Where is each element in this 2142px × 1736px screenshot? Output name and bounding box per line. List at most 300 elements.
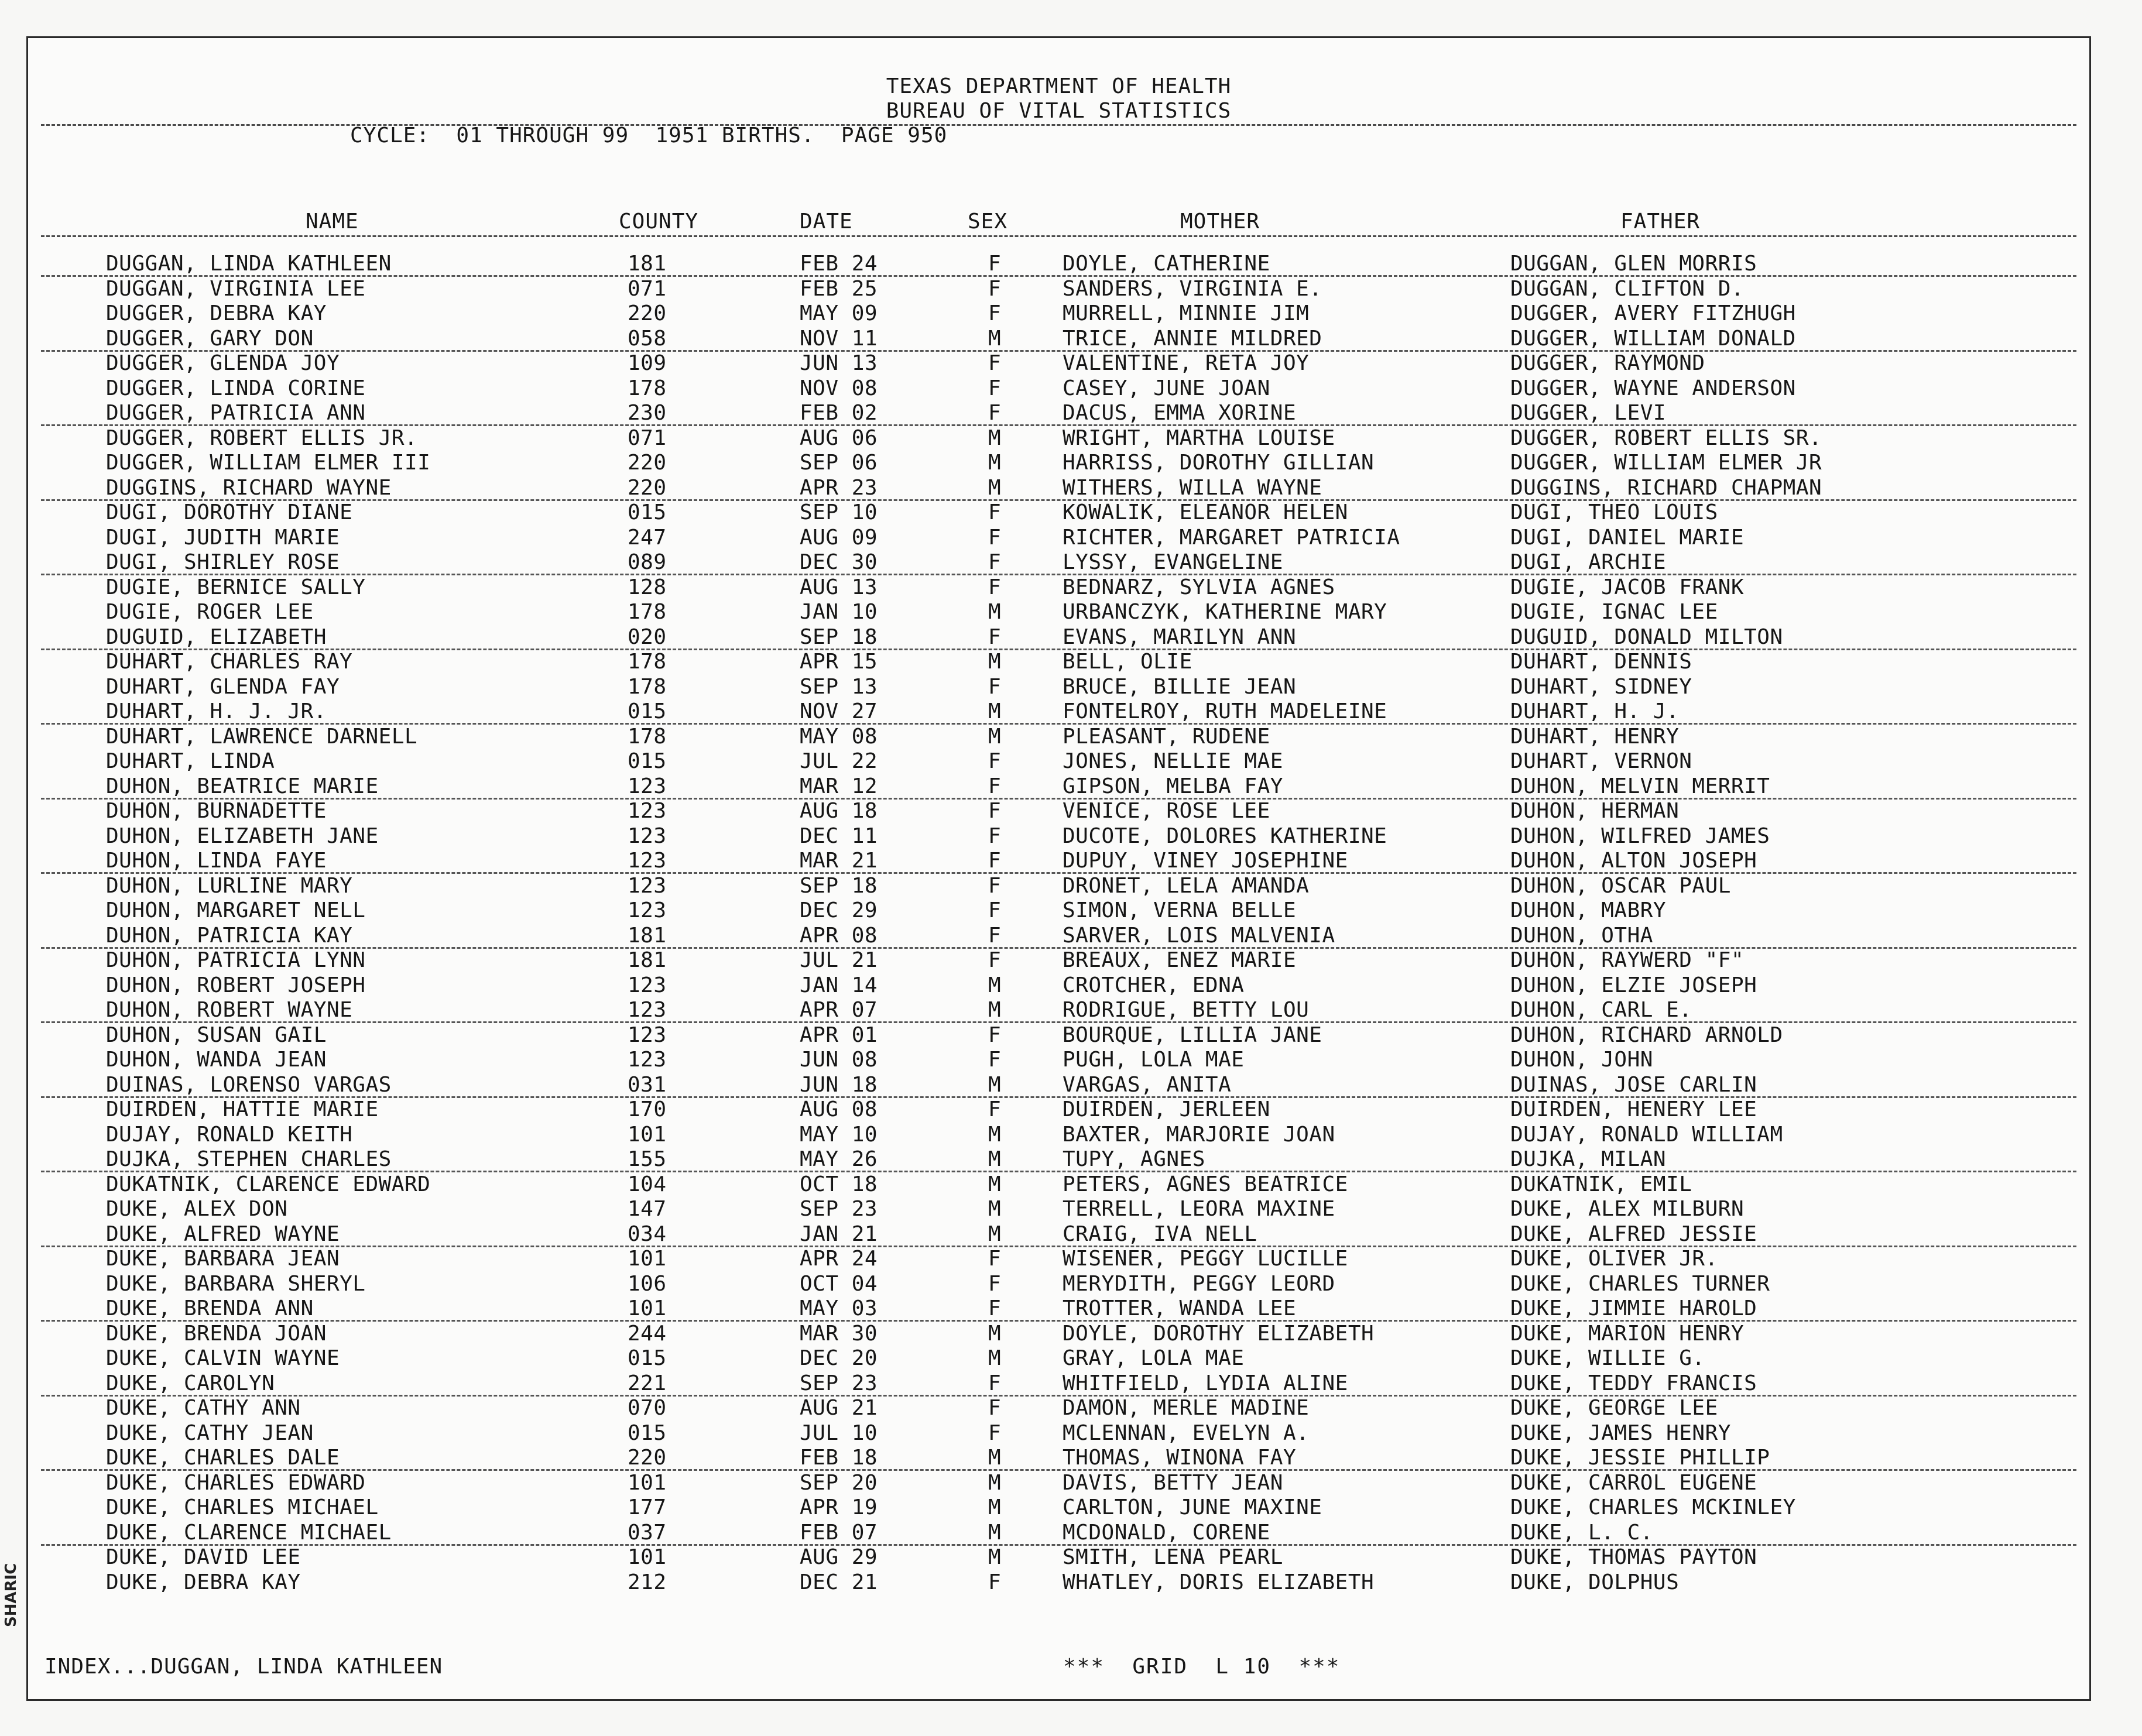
cell-date: AUG 09 bbox=[800, 525, 878, 550]
table-row bbox=[28, 699, 2089, 725]
cell-sex: F bbox=[988, 1247, 1002, 1271]
cell-sex: F bbox=[988, 1048, 1002, 1072]
cell-sex: M bbox=[988, 1222, 1002, 1246]
cell-date: DEC 21 bbox=[800, 1570, 878, 1594]
table-row bbox=[28, 500, 2089, 526]
cell-father: DUGGAN, CLIFTON D. bbox=[1510, 276, 1745, 301]
cell-sex: M bbox=[988, 1520, 1002, 1545]
cell-county: 178 bbox=[628, 376, 667, 400]
cell-sex: F bbox=[988, 351, 1002, 375]
cell-father: DUHON, WILFRED JAMES bbox=[1510, 824, 1770, 848]
cell-name: DUJAY, RONALD KEITH bbox=[106, 1122, 353, 1147]
cell-father: DUHART, VERNON bbox=[1510, 749, 1692, 773]
cell-name: DUJKA, STEPHEN CHARLES bbox=[106, 1147, 392, 1171]
cell-mother: MCDONALD, CORENE bbox=[1063, 1520, 1270, 1545]
cell-name: DUHART, CHARLES RAY bbox=[106, 650, 353, 674]
cell-name: DUKE, CATHY JEAN bbox=[106, 1421, 314, 1445]
cell-county: 220 bbox=[628, 301, 667, 325]
cell-name: DUKE, BARBARA SHERYL bbox=[106, 1271, 366, 1296]
cell-county: 015 bbox=[628, 1421, 667, 1445]
cell-name: DUGUID, ELIZABETH bbox=[106, 625, 327, 649]
cell-mother: DUCOTE, DOLORES KATHERINE bbox=[1063, 824, 1387, 848]
cell-sex: M bbox=[988, 724, 1002, 749]
cell-mother: PUGH, LOLA MAE bbox=[1063, 1048, 1245, 1072]
table-row bbox=[28, 376, 2089, 402]
cell-county: 020 bbox=[628, 625, 667, 649]
department-title: TEXAS DEPARTMENT OF HEALTH bbox=[886, 74, 1232, 98]
cell-name: DUIRDEN, HATTIE MARIE bbox=[106, 1097, 379, 1121]
cell-date: JUL 22 bbox=[800, 749, 878, 773]
cell-name: DUGGER, PATRICIA ANN bbox=[106, 401, 366, 425]
table-row bbox=[28, 401, 2089, 426]
cell-father: DUHART, DENNIS bbox=[1510, 650, 1692, 674]
cell-county: 071 bbox=[628, 426, 667, 450]
table-row bbox=[28, 1073, 2089, 1098]
table-row bbox=[28, 1545, 2089, 1570]
cell-county: 101 bbox=[628, 1470, 667, 1495]
table-row bbox=[28, 550, 2089, 575]
cell-county: 015 bbox=[628, 500, 667, 524]
cell-father: DUGGINS, RICHARD CHAPMAN bbox=[1510, 475, 1822, 500]
cell-date: MAY 03 bbox=[800, 1296, 878, 1320]
cell-county: 101 bbox=[628, 1296, 667, 1320]
cell-sex: M bbox=[988, 600, 1002, 624]
cell-county: 123 bbox=[628, 973, 667, 997]
table-row bbox=[28, 1197, 2089, 1222]
cell-name: DUKE, CALVIN WAYNE bbox=[106, 1346, 340, 1370]
cell-father: DUHON, ALTON JOSEPH bbox=[1510, 849, 1757, 873]
cell-county: 212 bbox=[628, 1570, 667, 1594]
cell-mother: DUIRDEN, JERLEEN bbox=[1063, 1097, 1270, 1121]
table-row bbox=[28, 725, 2089, 750]
cell-mother: EVANS, MARILYN ANN bbox=[1063, 625, 1297, 649]
cell-father: DUHON, HERMAN bbox=[1510, 799, 1680, 823]
cell-name: DUKE, CHARLES MICHAEL bbox=[106, 1495, 379, 1519]
cell-date: MAY 10 bbox=[800, 1122, 878, 1147]
cell-county: 220 bbox=[628, 1446, 667, 1470]
cell-father: DUKE, ALFRED JESSIE bbox=[1510, 1222, 1757, 1246]
cell-mother: DUPUY, VINEY JOSEPHINE bbox=[1063, 849, 1348, 873]
cell-date: FEB 18 bbox=[800, 1446, 878, 1470]
cell-county: 015 bbox=[628, 699, 667, 723]
cell-county: 101 bbox=[628, 1247, 667, 1271]
cell-county: 015 bbox=[628, 1346, 667, 1370]
cell-mother: SMITH, LENA PEARL bbox=[1063, 1545, 1283, 1569]
cell-father: DUKE, JESSIE PHILLIP bbox=[1510, 1446, 1770, 1470]
table-row bbox=[28, 898, 2089, 924]
table-row bbox=[28, 824, 2089, 849]
table-row bbox=[28, 675, 2089, 700]
cell-date: JUN 18 bbox=[800, 1072, 878, 1097]
cell-sex: M bbox=[988, 1147, 1002, 1171]
cell-name: DUHON, PATRICIA LYNN bbox=[106, 948, 366, 972]
cell-county: 178 bbox=[628, 724, 667, 749]
cell-sex: F bbox=[988, 1371, 1002, 1395]
cell-county: 104 bbox=[628, 1172, 667, 1196]
table-row bbox=[28, 252, 2089, 277]
table-row bbox=[28, 426, 2089, 451]
cell-mother: CRAIG, IVA NELL bbox=[1063, 1222, 1257, 1246]
cell-mother: BRUCE, BILLIE JEAN bbox=[1063, 674, 1297, 699]
cell-county: 178 bbox=[628, 650, 667, 674]
cell-name: DUHON, BEATRICE MARIE bbox=[106, 774, 379, 798]
cell-date: JAN 10 bbox=[800, 600, 878, 624]
cell-county: 123 bbox=[628, 774, 667, 798]
cell-father: DUGIE, IGNAC LEE bbox=[1510, 600, 1718, 624]
cell-date: NOV 08 bbox=[800, 376, 878, 400]
cell-county: 109 bbox=[628, 351, 667, 375]
cell-mother: CASEY, JUNE JOAN bbox=[1063, 376, 1270, 400]
cell-county: 181 bbox=[628, 252, 667, 276]
cell-name: DUKE, CATHY ANN bbox=[106, 1396, 301, 1420]
cell-father: DUKE, JIMMIE HAROLD bbox=[1510, 1296, 1757, 1320]
cell-sex: F bbox=[988, 376, 1002, 400]
cell-name: DUGGER, GARY DON bbox=[106, 326, 314, 351]
cell-sex: F bbox=[988, 674, 1002, 699]
cell-father: DUGGER, LEVI bbox=[1510, 401, 1667, 425]
table-row bbox=[28, 1247, 2089, 1272]
cell-date: MAR 30 bbox=[800, 1321, 878, 1346]
cell-sex: M bbox=[988, 326, 1002, 351]
cell-county: 123 bbox=[628, 1023, 667, 1047]
cell-father: DUGUID, DONALD MILTON bbox=[1510, 625, 1783, 649]
cell-name: DUGGAN, VIRGINIA LEE bbox=[106, 276, 366, 301]
cell-name: DUKE, CAROLYN bbox=[106, 1371, 275, 1395]
cell-father: DUHON, OTHA bbox=[1510, 923, 1653, 948]
cell-father: DUGGER, AVERY FITZHUGH bbox=[1510, 301, 1796, 325]
cell-father: DUKE, CHARLES TURNER bbox=[1510, 1271, 1770, 1296]
cell-mother: CROTCHER, EDNA bbox=[1063, 973, 1245, 997]
cell-date: AUG 29 bbox=[800, 1545, 878, 1569]
cell-mother: BOURQUE, LILLIA JANE bbox=[1063, 1023, 1322, 1047]
cell-mother: GIPSON, MELBA FAY bbox=[1063, 774, 1283, 798]
cell-county: 178 bbox=[628, 600, 667, 624]
cell-name: DUINAS, LORENSO VARGAS bbox=[106, 1072, 392, 1097]
cell-date: MAR 21 bbox=[800, 849, 878, 873]
cell-date: APR 24 bbox=[800, 1247, 878, 1271]
cell-county: 070 bbox=[628, 1396, 667, 1420]
table-row bbox=[28, 1446, 2089, 1471]
table-row bbox=[28, 1097, 2089, 1123]
table-row bbox=[28, 1570, 2089, 1596]
cell-county: 221 bbox=[628, 1371, 667, 1395]
table-row bbox=[28, 799, 2089, 824]
cell-date: DEC 29 bbox=[800, 898, 878, 922]
cell-mother: WHATLEY, DORIS ELIZABETH bbox=[1063, 1570, 1375, 1594]
cell-sex: M bbox=[988, 475, 1002, 500]
table-row bbox=[28, 774, 2089, 800]
cell-county: 071 bbox=[628, 276, 667, 301]
table-row bbox=[28, 1421, 2089, 1446]
cell-father: DUHON, OSCAR PAUL bbox=[1510, 873, 1731, 898]
birth-records-list bbox=[28, 252, 2089, 1595]
cell-county: 178 bbox=[628, 674, 667, 699]
cell-father: DUKE, DOLPHUS bbox=[1510, 1570, 1680, 1594]
cell-father: DUHON, RICHARD ARNOLD bbox=[1510, 1023, 1783, 1047]
table-row bbox=[28, 1322, 2089, 1347]
cell-name: DUHART, LAWRENCE DARNELL bbox=[106, 724, 418, 749]
cell-name: DUHON, SUSAN GAIL bbox=[106, 1023, 327, 1047]
cell-mother: DAVIS, BETTY JEAN bbox=[1063, 1470, 1283, 1495]
table-row bbox=[28, 301, 2089, 327]
cell-date: SEP 06 bbox=[800, 451, 878, 475]
cell-mother: THOMAS, WINONA FAY bbox=[1063, 1446, 1297, 1470]
cell-father: DUKE, ALEX MILBURN bbox=[1510, 1197, 1745, 1221]
cell-name: DUKATNIK, CLARENCE EDWARD bbox=[106, 1172, 431, 1196]
table-row bbox=[28, 1172, 2089, 1198]
cell-date: SEP 23 bbox=[800, 1371, 878, 1395]
cell-name: DUHON, PATRICIA KAY bbox=[106, 923, 353, 948]
column-header-county: COUNTY bbox=[619, 210, 699, 234]
cell-name: DUKE, BRENDA JOAN bbox=[106, 1321, 327, 1346]
cell-name: DUHON, LURLINE MARY bbox=[106, 873, 353, 898]
cell-father: DUKE, THOMAS PAYTON bbox=[1510, 1545, 1757, 1569]
cell-father: DUGGER, ROBERT ELLIS SR. bbox=[1510, 426, 1822, 450]
cell-sex: M bbox=[988, 998, 1002, 1022]
cell-mother: DAMON, MERLE MADINE bbox=[1063, 1396, 1310, 1420]
cell-name: DUGGAN, LINDA KATHLEEN bbox=[106, 252, 392, 276]
cell-father: DUHON, MABRY bbox=[1510, 898, 1667, 922]
cell-date: SEP 13 bbox=[800, 674, 878, 699]
cell-county: 034 bbox=[628, 1222, 667, 1246]
cell-mother: TUPY, AGNES bbox=[1063, 1147, 1205, 1171]
cell-father: DUGI, DANIEL MARIE bbox=[1510, 525, 1745, 550]
table-row bbox=[28, 526, 2089, 551]
cell-county: 128 bbox=[628, 575, 667, 599]
cell-sex: M bbox=[988, 1122, 1002, 1147]
cell-date: NOV 11 bbox=[800, 326, 878, 351]
cell-name: DUHON, ROBERT JOSEPH bbox=[106, 973, 366, 997]
cell-sex: M bbox=[988, 1321, 1002, 1346]
column-header-father: FATHER bbox=[1620, 210, 1701, 234]
cell-county: 123 bbox=[628, 849, 667, 873]
cell-date: APR 07 bbox=[800, 998, 878, 1022]
table-row bbox=[28, 973, 2089, 999]
cell-mother: FONTELROY, RUTH MADELEINE bbox=[1063, 699, 1387, 723]
cell-father: DUHON, RAYWERD "F" bbox=[1510, 948, 1745, 972]
table-row bbox=[28, 924, 2089, 949]
cell-mother: GRAY, LOLA MAE bbox=[1063, 1346, 1245, 1370]
cell-name: DUGGINS, RICHARD WAYNE bbox=[106, 475, 392, 500]
cell-father: DUHON, CARL E. bbox=[1510, 998, 1692, 1022]
cell-county: 123 bbox=[628, 799, 667, 823]
cell-sex: M bbox=[988, 1470, 1002, 1495]
table-row bbox=[28, 1048, 2089, 1073]
cell-mother: TERRELL, LEORA MAXINE bbox=[1063, 1197, 1335, 1221]
cell-date: JUN 13 bbox=[800, 351, 878, 375]
cell-date: SEP 10 bbox=[800, 500, 878, 524]
cell-mother: BELL, OLIE bbox=[1063, 650, 1192, 674]
cell-mother: SANDERS, VIRGINIA E. bbox=[1063, 276, 1322, 301]
cell-name: DUGI, JUDITH MARIE bbox=[106, 525, 340, 550]
cell-sex: M bbox=[988, 699, 1002, 723]
table-row bbox=[28, 650, 2089, 675]
cell-father: DUGGER, WAYNE ANDERSON bbox=[1510, 376, 1796, 400]
cell-date: SEP 18 bbox=[800, 625, 878, 649]
cell-name: DUGI, DOROTHY DIANE bbox=[106, 500, 353, 524]
table-row bbox=[28, 1222, 2089, 1247]
cell-name: DUKE, ALFRED WAYNE bbox=[106, 1222, 340, 1246]
table-row bbox=[28, 1371, 2089, 1397]
cell-sex: M bbox=[988, 1072, 1002, 1097]
cell-date: DEC 11 bbox=[800, 824, 878, 848]
table-row bbox=[28, 1346, 2089, 1371]
cell-mother: VALENTINE, RETA JOY bbox=[1063, 351, 1310, 375]
cell-name: DUKE, ALEX DON bbox=[106, 1197, 288, 1221]
cell-father: DUKE, MARION HENRY bbox=[1510, 1321, 1745, 1346]
column-header-separator bbox=[41, 235, 2076, 237]
cell-date: FEB 25 bbox=[800, 276, 878, 301]
column-header-sex: SEX bbox=[968, 210, 1008, 234]
cell-sex: F bbox=[988, 873, 1002, 898]
cell-mother: TRICE, ANNIE MILDRED bbox=[1063, 326, 1322, 351]
cell-sex: F bbox=[988, 401, 1002, 425]
cell-sex: F bbox=[988, 575, 1002, 599]
cell-name: DUGIE, BERNICE SALLY bbox=[106, 575, 366, 599]
cell-father: DUHART, HENRY bbox=[1510, 724, 1680, 749]
cell-mother: BREAUX, ENEZ MARIE bbox=[1063, 948, 1297, 972]
cell-county: 031 bbox=[628, 1072, 667, 1097]
cell-date: AUG 13 bbox=[800, 575, 878, 599]
column-header-date: DATE bbox=[800, 210, 853, 234]
table-row bbox=[28, 600, 2089, 625]
cell-mother: DACUS, EMMA XORINE bbox=[1063, 401, 1297, 425]
cell-father: DUHART, SIDNEY bbox=[1510, 674, 1692, 699]
cell-county: 123 bbox=[628, 873, 667, 898]
table-row bbox=[28, 1521, 2089, 1546]
document-page bbox=[26, 36, 2091, 1701]
table-row bbox=[28, 575, 2089, 601]
table-row bbox=[28, 1396, 2089, 1421]
cell-mother: JONES, NELLIE MAE bbox=[1063, 749, 1283, 773]
table-row bbox=[28, 625, 2089, 650]
cell-mother: WRIGHT, MARTHA LOUISE bbox=[1063, 426, 1335, 450]
cell-name: DUHART, LINDA bbox=[106, 749, 275, 773]
cell-county: 015 bbox=[628, 749, 667, 773]
cell-date: MAY 26 bbox=[800, 1147, 878, 1171]
cell-father: DUGGER, WILLIAM ELMER JR bbox=[1510, 451, 1822, 475]
cell-mother: RODRIGUE, BETTY LOU bbox=[1063, 998, 1310, 1022]
cell-name: DUHART, H. J. JR. bbox=[106, 699, 327, 723]
cell-date: NOV 27 bbox=[800, 699, 878, 723]
cell-name: DUGI, SHIRLEY ROSE bbox=[106, 550, 340, 574]
table-row bbox=[28, 476, 2089, 501]
cell-mother: VARGAS, ANITA bbox=[1063, 1072, 1232, 1097]
table-row bbox=[28, 1023, 2089, 1048]
cell-county: 247 bbox=[628, 525, 667, 550]
cell-mother: KOWALIK, ELEANOR HELEN bbox=[1063, 500, 1348, 524]
cell-mother: LYSSY, EVANGELINE bbox=[1063, 550, 1283, 574]
cell-name: DUHART, GLENDA FAY bbox=[106, 674, 340, 699]
table-row bbox=[28, 1123, 2089, 1148]
cell-sex: F bbox=[988, 948, 1002, 972]
cell-father: DUKE, TEDDY FRANCIS bbox=[1510, 1371, 1757, 1395]
table-row bbox=[28, 998, 2089, 1023]
cell-county: 244 bbox=[628, 1321, 667, 1346]
cell-county: 037 bbox=[628, 1520, 667, 1545]
cell-father: DUGGAN, GLEN MORRIS bbox=[1510, 252, 1757, 276]
cell-mother: CARLTON, JUNE MAXINE bbox=[1063, 1495, 1322, 1519]
table-row bbox=[28, 1296, 2089, 1322]
table-row bbox=[28, 874, 2089, 899]
cell-name: DUHON, WANDA JEAN bbox=[106, 1048, 327, 1072]
cell-date: MAR 12 bbox=[800, 774, 878, 798]
footer-grid-label: *** GRID L 10 *** bbox=[1063, 1655, 1341, 1679]
cell-sex: M bbox=[988, 1197, 1002, 1221]
cell-name: DUHON, ROBERT WAYNE bbox=[106, 998, 353, 1022]
cell-county: 058 bbox=[628, 326, 667, 351]
cell-father: DUKE, WILLIE G. bbox=[1510, 1346, 1705, 1370]
cell-county: 155 bbox=[628, 1147, 667, 1171]
table-row bbox=[28, 1495, 2089, 1521]
cell-father: DUGI, ARCHIE bbox=[1510, 550, 1667, 574]
table-row bbox=[28, 849, 2089, 874]
cell-date: JAN 14 bbox=[800, 973, 878, 997]
cell-date: AUG 18 bbox=[800, 799, 878, 823]
cell-sex: F bbox=[988, 500, 1002, 524]
cell-father: DUKE, OLIVER JR. bbox=[1510, 1247, 1718, 1271]
cell-mother: BAXTER, MARJORIE JOAN bbox=[1063, 1122, 1335, 1147]
cell-mother: MURRELL, MINNIE JIM bbox=[1063, 301, 1310, 325]
cell-father: DUINAS, JOSE CARLIN bbox=[1510, 1072, 1757, 1097]
cell-sex: F bbox=[988, 252, 1002, 276]
cell-sex: M bbox=[988, 1495, 1002, 1519]
cell-mother: MERYDITH, PEGGY LEORD bbox=[1063, 1271, 1335, 1296]
cell-sex: M bbox=[988, 1172, 1002, 1196]
cell-name: DUKE, DAVID LEE bbox=[106, 1545, 301, 1569]
cell-father: DUKE, GEORGE LEE bbox=[1510, 1396, 1718, 1420]
cell-father: DUGGER, RAYMOND bbox=[1510, 351, 1705, 375]
cell-sex: M bbox=[988, 973, 1002, 997]
cell-mother: URBANCZYK, KATHERINE MARY bbox=[1063, 600, 1387, 624]
cell-date: MAY 09 bbox=[800, 301, 878, 325]
cell-county: 147 bbox=[628, 1197, 667, 1221]
cell-sex: F bbox=[988, 923, 1002, 948]
cell-sex: F bbox=[988, 1271, 1002, 1296]
cell-county: 101 bbox=[628, 1545, 667, 1569]
cell-mother: DRONET, LELA AMANDA bbox=[1063, 873, 1310, 898]
cell-sex: M bbox=[988, 650, 1002, 674]
cell-name: DUKE, BRENDA ANN bbox=[106, 1296, 314, 1320]
cell-sex: F bbox=[988, 749, 1002, 773]
cell-name: DUGGER, LINDA CORINE bbox=[106, 376, 366, 400]
cell-county: 230 bbox=[628, 401, 667, 425]
cell-father: DUJAY, RONALD WILLIAM bbox=[1510, 1122, 1783, 1147]
column-header-name: NAME bbox=[306, 210, 359, 234]
cell-name: DUHON, LINDA FAYE bbox=[106, 849, 327, 873]
cell-father: DUKE, CHARLES MCKINLEY bbox=[1510, 1495, 1796, 1519]
cell-name: DUKE, BARBARA JEAN bbox=[106, 1247, 340, 1271]
cell-sex: F bbox=[988, 1296, 1002, 1320]
cell-father: DUGIE, JACOB FRANK bbox=[1510, 575, 1745, 599]
table-row bbox=[28, 1147, 2089, 1172]
cell-sex: F bbox=[988, 849, 1002, 873]
cell-county: 170 bbox=[628, 1097, 667, 1121]
table-row bbox=[28, 277, 2089, 302]
cell-date: SEP 23 bbox=[800, 1197, 878, 1221]
footer-index: INDEX...DUGGAN, LINDA KATHLEEN bbox=[44, 1655, 443, 1679]
cell-date: APR 15 bbox=[800, 650, 878, 674]
cell-sex: F bbox=[988, 1023, 1002, 1047]
bureau-title: BUREAU OF VITAL STATISTICS bbox=[886, 99, 1232, 123]
cell-county: 089 bbox=[628, 550, 667, 574]
cell-mother: DOYLE, DOROTHY ELIZABETH bbox=[1063, 1321, 1375, 1346]
cell-county: 220 bbox=[628, 451, 667, 475]
cell-date: AUG 08 bbox=[800, 1097, 878, 1121]
cell-mother: MCLENNAN, EVELYN A. bbox=[1063, 1421, 1310, 1445]
cell-sex: F bbox=[988, 550, 1002, 574]
cell-name: DUHON, ELIZABETH JANE bbox=[106, 824, 379, 848]
